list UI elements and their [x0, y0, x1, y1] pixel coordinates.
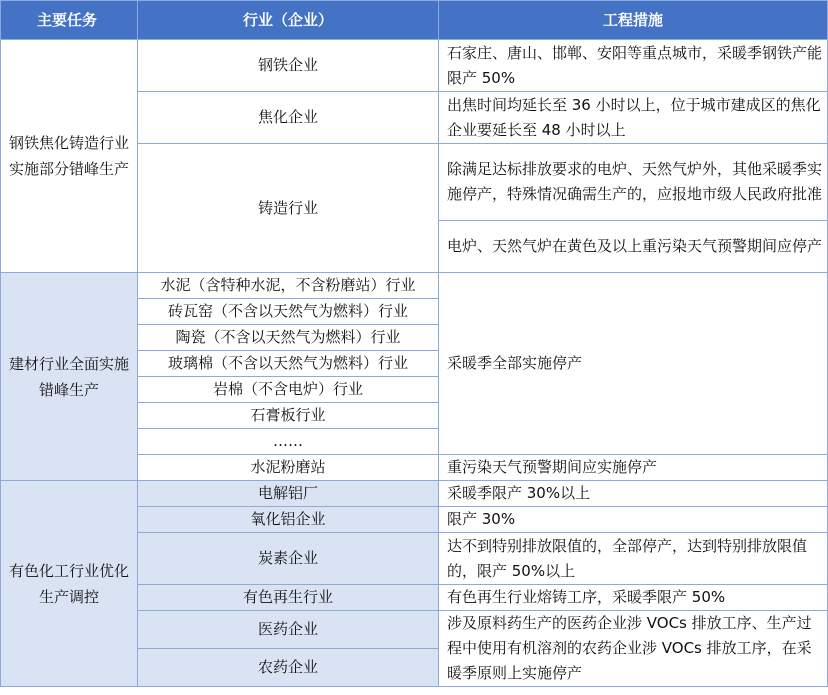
measure-cell: 达不到特别排放限值的，全部停产，达到特别排放限值的，限产 50%以上	[439, 533, 828, 585]
industry-cell: 石膏板行业	[138, 403, 439, 429]
measure-cell: 出焦时间均延长至 36 小时以上，位于城市建成区的焦化企业要延长至 48 小时以上	[439, 92, 828, 144]
industry-cell: 砖瓦窑（不含以天然气为燃料）行业	[138, 299, 439, 325]
industry-cell: 电解铝厂	[138, 481, 439, 507]
measure-cell: 重污染天气预警期间应实施停产	[439, 455, 828, 481]
measure-cell: 采暖季全部实施停产	[439, 273, 828, 455]
task-cell: 有色化工行业优化生产调控	[1, 481, 138, 687]
industry-cell: 玻璃棉（不含以天然气为燃料）行业	[138, 351, 439, 377]
industry-cell: 有色再生行业	[138, 585, 439, 611]
task-cell: 钢铁焦化铸造行业实施部分错峰生产	[1, 40, 138, 273]
measure-cell: 限产 30%	[439, 507, 828, 533]
industry-cell: 岩棉（不含电炉）行业	[138, 377, 439, 403]
measure-cell: 石家庄、唐山、邯郸、安阳等重点城市，采暖季钢铁产能限产 50%	[439, 40, 828, 92]
industry-cell: 医药企业	[138, 611, 439, 649]
header-row	[1, 1, 828, 40]
header-measure: 工程措施	[439, 1, 828, 40]
measure-cell: 除满足达标排放要求的电炉、天然气炉外，其他采暖季实施停产，特殊情况确需生产的，应报地市级人民政府批准	[439, 144, 828, 221]
industry-cell: ……	[138, 429, 439, 455]
header-task: 主要任务	[1, 1, 138, 40]
industry-cell: 陶瓷（不含以天然气为燃料）行业	[138, 325, 439, 351]
industry-cell: 焦化企业	[138, 92, 439, 144]
table-row	[1, 40, 828, 92]
industry-cell: 钢铁企业	[138, 40, 439, 92]
industry-cell: 农药企业	[138, 649, 439, 687]
measure-cell: 有色再生行业熔铸工序，采暖季限产 50%	[439, 585, 828, 611]
industry-cell: 水泥粉磨站	[138, 455, 439, 481]
measure-cell: 采暖季限产 30%以上	[439, 481, 828, 507]
industry-cell: 铸造行业	[138, 144, 439, 273]
table-row	[1, 273, 828, 299]
measure-cell: 电炉、天然气炉在黄色及以上重污染天气预警期间应停产	[439, 221, 828, 273]
industry-cell: 水泥（含特种水泥，不含粉磨站）行业	[138, 273, 439, 299]
task-cell: 建材行业全面实施错峰生产	[1, 273, 138, 481]
header-industry: 行业（企业）	[138, 1, 439, 40]
industry-cell: 炭素企业	[138, 533, 439, 585]
industry-cell: 氧化铝企业	[138, 507, 439, 533]
measure-cell: 涉及原料药生产的医药企业涉 VOCs 排放工序、生产过程中使用有机溶剂的农药企业涉 VOCs 排放工序，在采暖季原则上实施停产	[439, 611, 828, 687]
table-row	[1, 481, 828, 507]
